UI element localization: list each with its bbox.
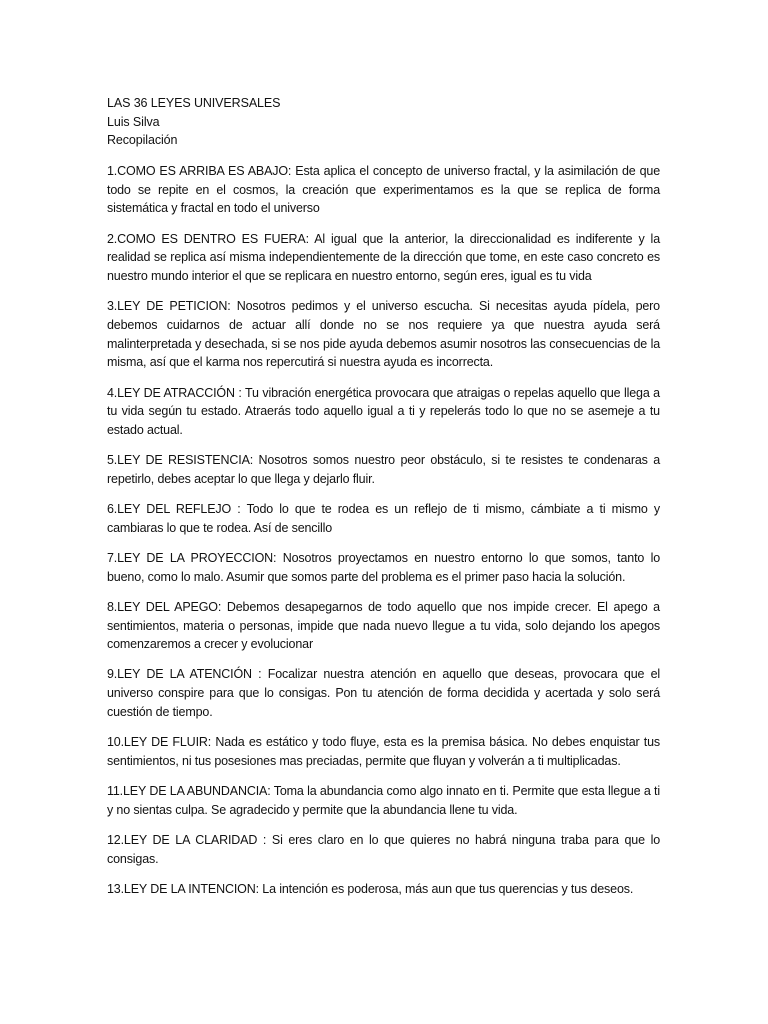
law-text: Nada es estático y todo fluye, esta es la premisa básica. No debes enquistar tus sentimientos, ni tus posesiones mas preciadas, permite que fluyan y volverán a ti multiplicadas.: [107, 735, 660, 768]
document-author: Luis Silva: [107, 114, 160, 129]
law-text: Si eres claro en lo que quieres no habrá ninguna traba para que lo consigas.: [107, 832, 660, 866]
law-name: 7.LEY DE LA PROYECCION:: [107, 550, 277, 565]
law-paragraph: [107, 733, 660, 770]
law-text: Nosotros proyectamos en nuestro entorno lo que somos, tanto lo bueno, como lo malo. Asumir que somos parte del problema es el primer paso hacia la solución.: [107, 550, 660, 584]
law-text: Nosotros pedimos y el universo escucha. Si necesitas ayuda pídela, pero debemos cuidarnos de actuar allí donde no se nos requiere ya que nuestra ayuda será malinterpretada y desechada, si se nos pide ayuda debemos asumir nosotros las consecuencias de la misma, así que el karma nos repercutirá si nuestra ayuda es incorrecta.: [107, 299, 660, 370]
laws-list: [107, 162, 660, 910]
law-text: Al igual que la anterior, la direccionalidad es indiferente y la realidad se replica así misma independientemente de la dirección que tome, en este caso concreto es nuestro mundo interior el que se replicara en nuestro entorno, según eres, igual es tu vida: [107, 231, 660, 284]
law-name: 1.COMO ES ARRIBA ES ABAJO:: [107, 164, 292, 178]
document-title: LAS 36 LEYES UNIVERSALES: [107, 96, 281, 110]
law-paragraph: [107, 451, 660, 488]
law-text: La intención es poderosa, más aun que tus querencias y tus deseos.: [262, 881, 634, 896]
law-paragraph: [107, 162, 660, 218]
law-text: Todo lo que te rodea es un reflejo de ti mismo, cámbiate a ti mismo y cambiaras lo que te rodea. Así de sencillo: [107, 502, 660, 535]
law-paragraph: [107, 831, 660, 868]
law-paragraph: [107, 384, 660, 440]
law-name: 12.LEY DE LA CLARIDAD :: [107, 832, 267, 847]
law-name: 6.LEY DEL REFLEJO :: [107, 502, 241, 517]
law-text: Esta aplica el concepto de universo fractal, y la asimilación de que todo se repite en el cosmos, la creación que experimentamos es la que se replica de forma sistemática y fractal en todo el universo: [107, 164, 660, 216]
law-paragraph: [107, 665, 660, 721]
law-text: Nosotros somos nuestro peor obstáculo, si te resistes te condenaras a repetirlo, debes aceptar lo que llega y dejarlo fluir.: [107, 453, 660, 486]
law-name: 13.LEY DE LA INTENCION:: [107, 881, 259, 896]
law-paragraph: [107, 880, 660, 899]
law-name: 11.LEY DE LA ABUNDANCIA:: [107, 783, 271, 798]
law-name: 2.COMO ES DENTRO ES FUERA:: [107, 231, 309, 246]
law-paragraph: [107, 500, 660, 537]
law-name: 10.LEY DE FLUIR:: [107, 735, 212, 750]
document-header: [107, 94, 280, 150]
document-subtitle: Recopilación: [107, 133, 178, 147]
law-text: Tu vibración energética provocara que atraigas o repelas aquello que llega a tu vida según tu estado. Atraerás todo aquello igual a ti y repelerás todo lo que no se asemeje a tu estado actual.: [107, 385, 660, 437]
law-text: Focalizar nuestra atención en aquello que deseas, provocara que el universo conspire para que lo consigas. Pon tu atención de forma decidida y acertada y solo será cuestión de tiempo.: [107, 667, 661, 719]
law-name: 3.LEY DE PETICION:: [107, 299, 231, 314]
law-paragraph: [107, 230, 660, 286]
law-paragraph: [107, 598, 660, 654]
law-text: Toma la abundancia como algo innato en ti. Permite que esta llegue a ti y no sientas culpa. Se agradecido y permite que la abundancia llene tu vida.: [107, 783, 661, 817]
law-name: 9.LEY DE LA ATENCIÓN :: [107, 667, 262, 682]
law-name: 4.LEY DE ATRACCIÓN :: [107, 385, 242, 400]
law-name: 8.LEY DEL APEGO:: [107, 599, 222, 614]
law-text: Debemos desapegarnos de todo aquello que nos impide crecer. El apego a sentimientos, materia o personas, impide que nada nuevo llegue a tu vida, solo dejando los apegos comenzaremos a crecer y evolucionar: [107, 599, 660, 652]
law-name: 5.LEY DE RESISTENCIA:: [107, 453, 254, 468]
law-paragraph: [107, 549, 660, 586]
law-paragraph: [107, 297, 660, 372]
law-paragraph: [107, 782, 660, 819]
